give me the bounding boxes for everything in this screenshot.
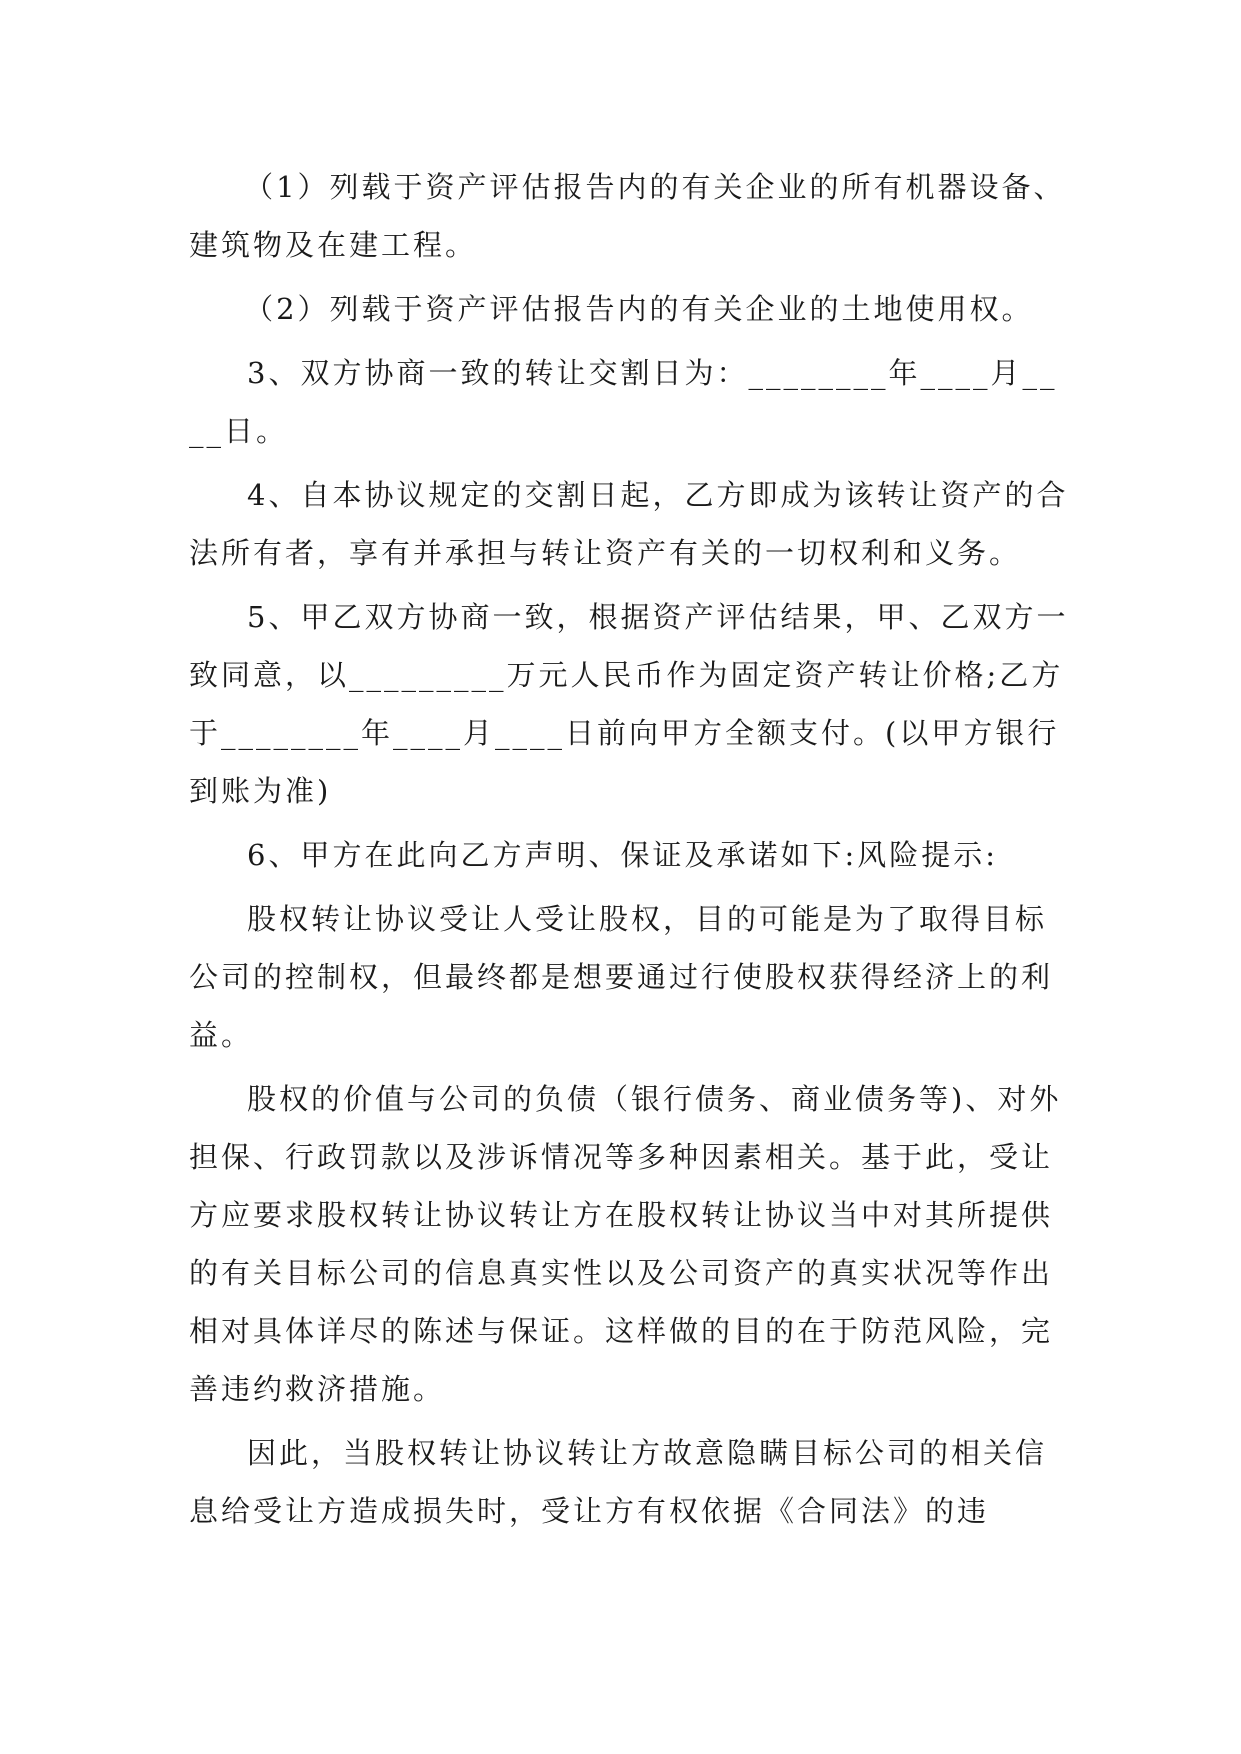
paragraph-risk-note-purpose: 股权转让协议受让人受让股权，目的可能是为了取得目标公司的控制权，但最终都是想要通过行使股权获得经济上的利益。 (189, 902, 1054, 1052)
paragraph-risk-note-remedy: 因此，当股权转让协议转让方故意隐瞒目标公司的相关信息给受让方造成损失时，受让方有权依据《合同法》的违 (189, 1436, 1048, 1528)
paragraph-2-land-use-rights: （2）列载于资产评估报告内的有关企业的土地使用权。 (244, 292, 1034, 326)
paragraph-1-machinery-assets: （1）列载于资产评估报告内的有关企业的所有机器设备、建筑物及在建工程。 (189, 170, 1066, 262)
document-body (189, 158, 1069, 1546)
paragraph-risk-note-value: 股权的价值与公司的负债（银行债务、商业债务等)、对外担保、行政罚款以及涉诉情况等多种因素相关。基于此，受让方应要求股权转让协议转让方在股权转让协议当中对其所提供的有关目标公司的信息真实性以及公司资产的真实状况等作出相对具体详尽的陈述与保证。这样做的目的在于防范风险，完善违约救济措施。 (189, 1082, 1062, 1406)
paragraph-4-ownership-transfer: 4、自本协议规定的交割日起，乙方即成为该转让资产的合法所有者，享有并承担与转让资产有关的一切权利和义务。 (189, 478, 1069, 570)
paragraph-5-transfer-price: 5、甲乙双方协商一致，根据资产评估结果，甲、乙双方一致同意，以_________万元人民币作为固定资产转让价格;乙方于________年____月____日前向甲方全额支付。(以甲方银行到账为准) (189, 600, 1069, 808)
paragraph-6-party-a-warranty: 6、甲方在此向乙方声明、保证及承诺如下:风险提示: (247, 838, 998, 872)
paragraph-3-delivery-date: 3、双方协商一致的转让交割日为：________年____月____日。 (189, 356, 1058, 448)
